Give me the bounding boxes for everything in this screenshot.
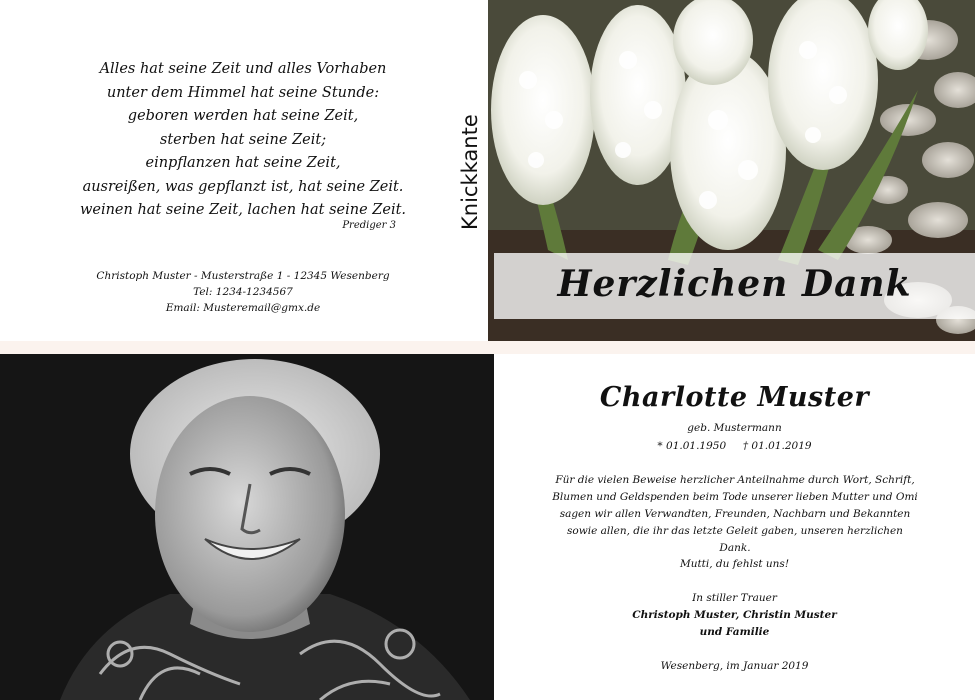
portrait-panel <box>0 354 494 700</box>
poem-line: weinen hat seine Zeit, lachen hat seine Zeit. <box>79 202 407 218</box>
banner-title: Herzlichen Dank <box>557 263 912 305</box>
portrait-image <box>0 354 494 700</box>
poem-line: geboren werden hat seine Zeit, <box>127 108 359 124</box>
deceased-name: Charlotte Muster <box>599 382 870 413</box>
birth-name: geb. Mustermann <box>687 422 782 434</box>
fold-label-top: Knickkante <box>458 114 482 230</box>
poem-panel <box>0 0 488 341</box>
signers: Christoph Muster, Christin Muster <box>632 609 837 621</box>
thank-you-banner <box>494 253 975 319</box>
address-email: Email: Musteremail@gmx.de <box>165 302 321 314</box>
death-date: † 01.01.2019 <box>742 440 812 452</box>
place-date: Wesenberg, im Januar 2019 <box>660 660 809 672</box>
flower-photo-panel <box>488 0 975 341</box>
poem-line: einpflanzen hat seine Zeit, <box>145 155 341 171</box>
message-line: Blumen und Geldspenden beim Tode unserer lieben Mutter und Omi <box>552 491 918 503</box>
message-line: sagen wir allen Verwandten, Freunden, Nachbarn und Bekannten <box>559 508 911 520</box>
thank-you-message <box>550 472 920 557</box>
sender-address <box>60 268 426 316</box>
address-phone: Tel: 1234-1234567 <box>193 286 293 298</box>
poem-source: Prediger 3 <box>342 220 396 231</box>
poem <box>60 58 426 223</box>
message-line: sowie allen, die ihr das letzte Geleit gaben, unseren herzlichen Dank. <box>567 525 903 554</box>
poem-line: ausreißen, was gepflanzt ist, hat seine Zeit. <box>82 178 404 195</box>
thank-you-text-panel <box>494 354 975 700</box>
life-dates <box>494 438 975 455</box>
signers-family: und Familie <box>699 626 770 638</box>
closing-line: Mutti, du fehlst uns! <box>679 558 790 570</box>
birth-date: * 01.01.1950 <box>657 440 727 452</box>
address-line: Christoph Muster - Musterstraße 1 - 12345 Wesenberg <box>96 270 390 282</box>
poem-line: unter dem Himmel hat seine Stunde: <box>106 84 380 101</box>
poem-line: sterben hat seine Zeit; <box>159 131 327 148</box>
poem-line: Alles hat seine Zeit und alles Vorhaben <box>99 61 387 77</box>
mourning-intro: In stiller Trauer <box>692 592 777 604</box>
message-line: Für die vielen Beweise herzlicher Anteilnahme durch Wort, Schrift, <box>555 474 915 486</box>
